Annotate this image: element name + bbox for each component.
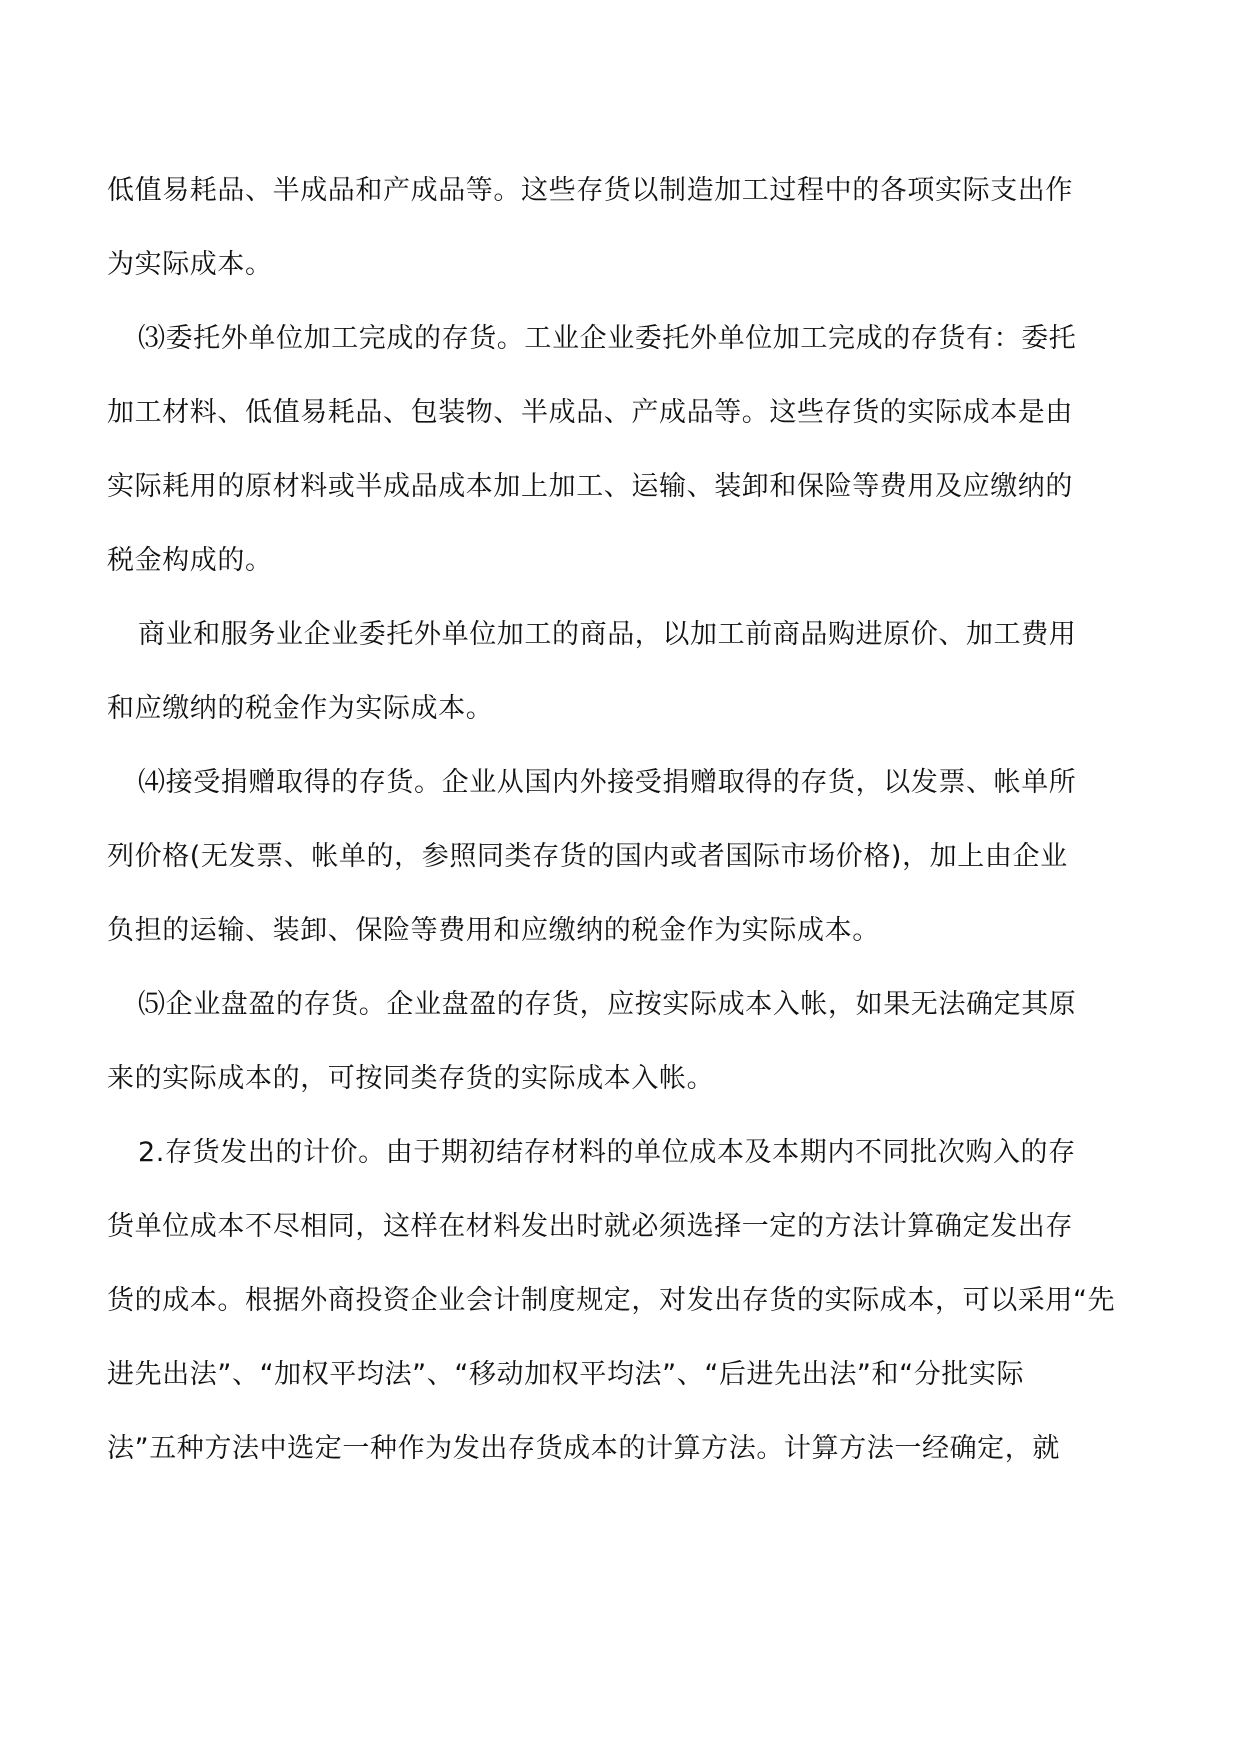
text-line: 来的实际成本的，可按同类存货的实际成本入帐。 xyxy=(107,1063,715,1094)
text-line: ⑸企业盘盈的存货。企业盘盈的存货，应按实际成本入帐，如果无法确定其原 xyxy=(138,989,1077,1020)
text-line: 为实际成本。 xyxy=(107,249,273,280)
text-line: ⑷接受捐赠取得的存货。企业从国内外接受捐赠取得的存货，以发票、帐单所 xyxy=(138,767,1077,798)
text-line: 加工材料、低值易耗品、包装物、半成品、产成品等。这些存货的实际成本是由 xyxy=(107,397,1073,428)
text-line: 货的成本。根据外商投资企业会计制度规定，对发出存货的实际成本，可以采用“先 xyxy=(107,1285,1116,1316)
text-line: 负担的运输、装卸、保险等费用和应缴纳的税金作为实际成本。 xyxy=(107,915,880,946)
text-line: 商业和服务业企业委托外单位加工的商品，以加工前商品购进原价、加工费用 xyxy=(138,619,1077,650)
text-line: 低值易耗品、半成品和产成品等。这些存货以制造加工过程中的各项实际支出作 xyxy=(107,175,1073,206)
text-line: 实际耗用的原材料或半成品成本加上加工、运输、装卸和保险等费用及应缴纳的 xyxy=(107,471,1073,502)
text-line: 进先出法”、“加权平均法”、“移动加权平均法”、“后进先出法”和“分批实际 xyxy=(107,1359,1025,1390)
text-line: 货单位成本不尽相同，这样在材料发出时就必须选择一定的方法计算确定发出存 xyxy=(107,1211,1073,1242)
text-line: 列价格(无发票、帐单的，参照同类存货的国内或者国际市场价格)，加上由企业 xyxy=(107,841,1068,872)
text-line: ⑶委托外单位加工完成的存货。工业企业委托外单位加工完成的存货有：委托 xyxy=(138,323,1077,354)
text-line: 法”五种方法中选定一种作为发出存货成本的计算方法。计算方法一经确定，就 xyxy=(107,1433,1060,1464)
text-line: 和应缴纳的税金作为实际成本。 xyxy=(107,693,494,724)
text-line: 2.存货发出的计价。由于期初结存材料的单位成本及本期内不同批次购入的存 xyxy=(138,1137,1076,1168)
text-line: 税金构成的。 xyxy=(107,545,273,576)
